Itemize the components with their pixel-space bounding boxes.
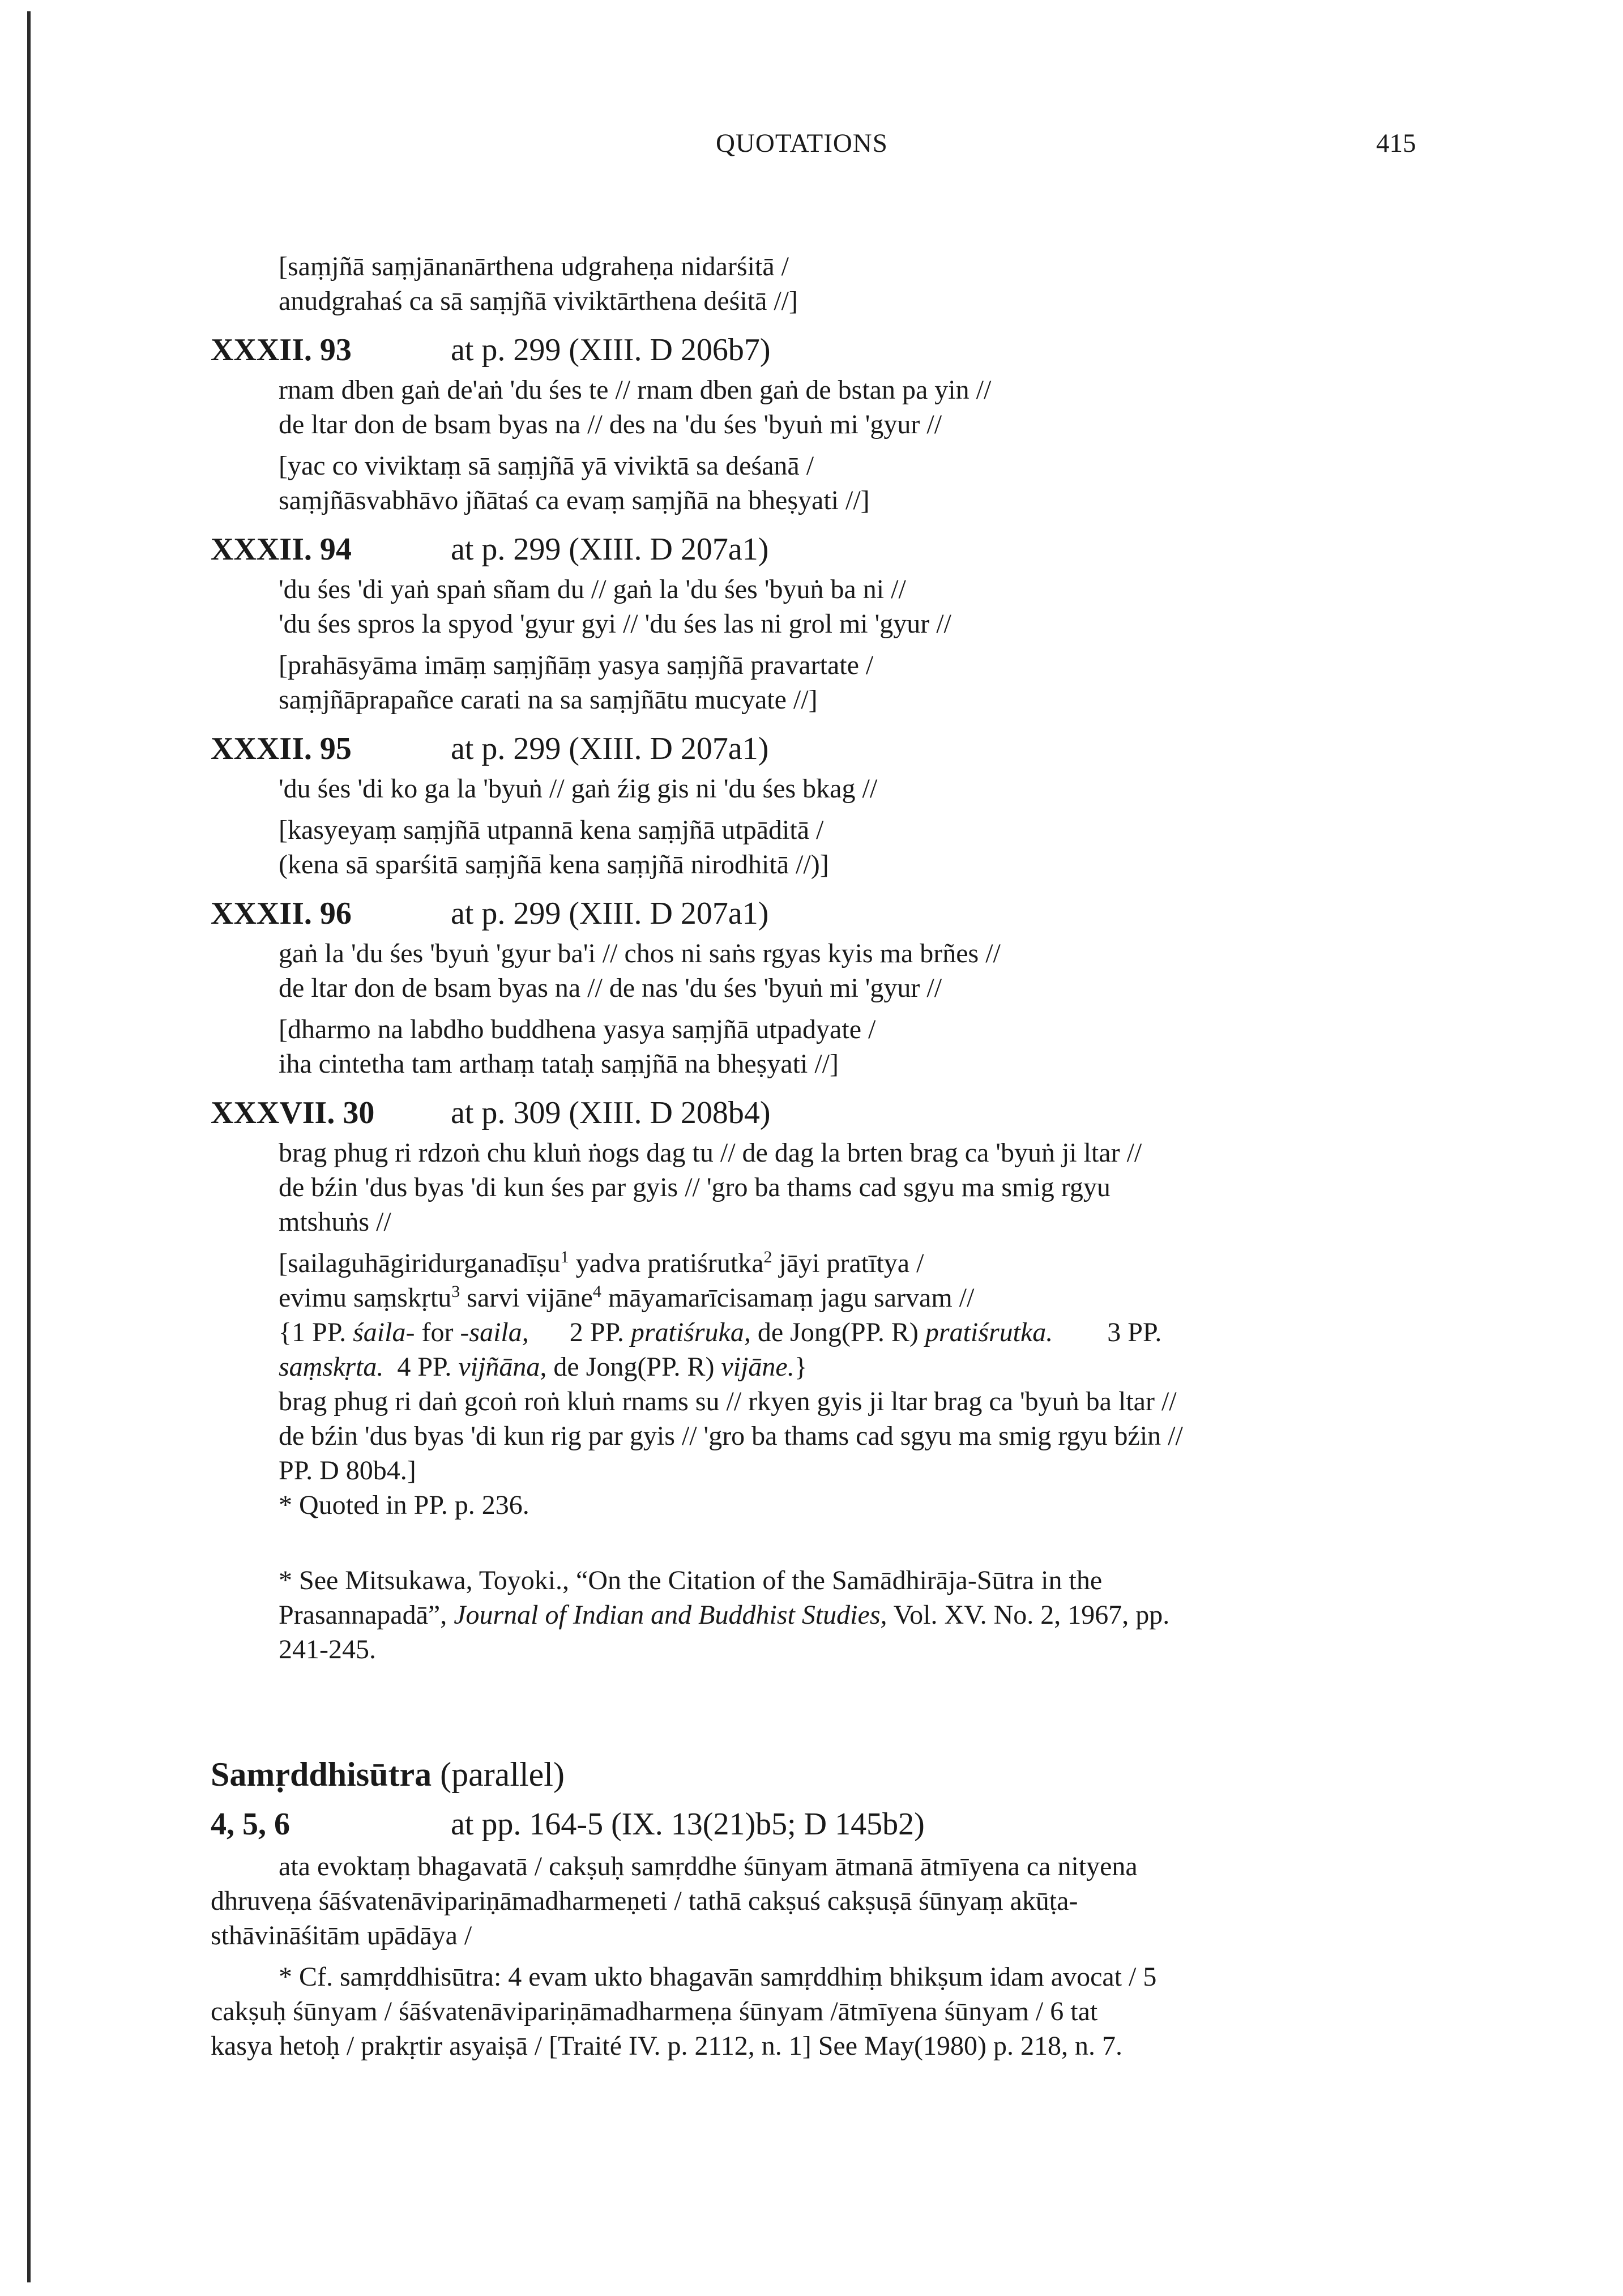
quotation-line: dhruveṇa śāśvatenāvipariṇāmadharmeṇeti / tathā cakṣuś cakṣuṣā śūnyaṃ akūṭa-: [211, 1886, 1078, 1916]
entry-ref: XXXII. 96: [211, 896, 352, 931]
entry-ref: XXXII. 93: [211, 332, 352, 368]
entry-heading: [211, 732, 1411, 771]
tibetan-line: de ltar don de bsam byas na // de nas 'du śes 'byuṅ mi 'gyur //: [279, 973, 942, 1003]
tibetan-line: brag phug ri rdzoṅ chu kluṅ ṅogs dag tu // de dag la brten brag ca 'byuṅ ji ltar //: [279, 1138, 1142, 1168]
entry-location: at p. 299 (XIII. D 207a1): [451, 731, 769, 766]
entry-location: at p. 299 (XIII. D 207a1): [451, 896, 769, 931]
cf-note: kasya hetoḥ / prakṛtir asyaiṣā / [Traité IV. p. 2112, n. 1] See May(1980) p. 218, n. 7.: [211, 2031, 1122, 2061]
tibetan-line: 'du śes spros la spyod 'gyur gyi // 'du śes las ni grol mi 'gyur //: [279, 609, 951, 639]
tibetan-line: 'du śes 'di yaṅ spaṅ sñam du // gaṅ la 'du śes 'byuṅ ba ni //: [279, 574, 906, 604]
entry-ref: XXXVII. 30: [211, 1095, 375, 1130]
sanskrit-line: [dharmo na labdho buddhena yasya saṃjñā utpadyate /: [279, 1014, 876, 1044]
tibetan-block: [211, 771, 1411, 882]
entry-heading: [211, 532, 1411, 572]
tibetan-line: rnam dben gaṅ de'aṅ 'du śes te // rnam dben gaṅ de bstan pa yin //: [279, 375, 992, 405]
entry-ref: XXXII. 94: [211, 532, 352, 567]
sanskrit-line: [sailaguhāgiridurganadīṣu$^1$ yadva pratiśrutka$^2$ jāyi pratītya /: [279, 1248, 924, 1278]
note-line: saṃskṛta. 4 PP. vijñāna, de Jong(PP. R) vijāne.}: [279, 1352, 808, 1382]
page-body: [211, 249, 1411, 2063]
entry-heading: [211, 1096, 1411, 1136]
note-line: {1 PP. śaila- for -saila, 2 PP. pratiśruka, de Jong(PP. R) pratiśrutka. 3 PP.: [279, 1317, 1162, 1347]
entry-location: at p. 299 (XIII. D 207a1): [451, 532, 769, 567]
running-title: QUOTATIONS: [716, 129, 888, 158]
tibetan-line: PP. D 80b4.]: [279, 1456, 416, 1486]
sanskrit-line: [kasyeyaṃ saṃjñā utpannā kena saṃjñā utpāditā /: [279, 815, 824, 845]
verse-line: anudgrahaś ca sā saṃjñā viviktārthena deśitā //]: [279, 286, 798, 316]
tibetan-line: mtshuṅs //: [279, 1207, 391, 1237]
entry-heading: [211, 333, 1411, 373]
reference-note: * See Mitsukawa, Toyoki., “On the Citation of the Samādhirāja-Sūtra in the: [279, 1565, 1103, 1595]
tibetan-line: de ltar don de bsam byas na // des na 'du śes 'byuṅ mi 'gyur //: [279, 409, 942, 439]
section-title: Samṛddhisūtra (parallel): [211, 1756, 565, 1793]
entry-heading: [211, 1807, 1411, 1849]
entry-location: at p. 309 (XIII. D 208b4): [451, 1095, 771, 1130]
tibetan-block: [211, 1136, 1411, 1667]
quotation-line: sthāvināśitām upādāya /: [211, 1921, 472, 1951]
cf-note: cakṣuḥ śūnyam / śāśvatenāvipariṇāmadharmeṇa śūnyam /ātmīyena śūnyam / 6 tat: [211, 1996, 1098, 2026]
tibetan-line: 'du śes 'di ko ga la 'byuṅ // gaṅ źig gis ni 'du śes bkag //: [279, 774, 878, 804]
sanskrit-line: [prahāsyāma imāṃ saṃjñāṃ yasya saṃjñā pravartate /: [279, 650, 874, 680]
tibetan-block: [211, 373, 1411, 518]
reference-note: Prasannapadā”, Journal of Indian and Buddhist Studies, Vol. XV. No. 2, 1967, pp.: [279, 1600, 1170, 1630]
sanskrit-line: saṃjñāprapañce carati na sa saṃjñātu mucyate //]: [279, 685, 818, 715]
cf-note: * Cf. samṛddhisūtra: 4 evam ukto bhagavān samṛddhiṃ bhikṣum idam avocat / 5: [279, 1962, 1157, 1992]
page-number: 415: [1376, 129, 1416, 158]
page-binding-edge: [27, 11, 31, 2282]
quoted-note: * Quoted in PP. p. 236.: [279, 1490, 529, 1520]
entry-location: at p. 299 (XIII. D 206b7): [451, 332, 771, 368]
sanskrit-line: [yac co viviktaṃ sā saṃjñā yā viviktā sa deśanā /: [279, 451, 814, 481]
tibetan-line: gaṅ la 'du śes 'byuṅ 'gyur ba'i // chos ni saṅs rgyas kyis ma brñes //: [279, 938, 1001, 968]
reference-note: 241-245.: [279, 1634, 376, 1665]
entry-ref: 4, 5, 6: [211, 1807, 290, 1842]
entry-location: at pp. 164-5 (IX. 13(21)b5; D 145b2): [451, 1807, 925, 1842]
verse-line: [saṃjñā saṃjānanārthena udgraheṇa nidarśitā /: [279, 251, 789, 281]
tibetan-line: de bźin 'dus byas 'di kun śes par gyis // 'gro ba thams cad sgyu ma smig rgyu: [279, 1172, 1111, 1202]
quotation-line: ata evoktaṃ bhagavatā / cakṣuḥ samṛddhe śūnyam ātmanā ātmīyena ca nityena: [279, 1851, 1138, 1881]
entry-ref: XXXII. 95: [211, 731, 352, 766]
sanskrit-line: (kena sā sparśitā saṃjñā kena saṃjñā nirodhitā //)]: [279, 850, 829, 880]
sanskrit-line: evimu saṃskṛtu$^3$ sarvi vijāne$^4$ māyamarīcisamaṃ jagu sarvam //: [279, 1282, 975, 1313]
tibetan-block: [211, 936, 1411, 1081]
verse-block: [211, 249, 1411, 318]
tibetan-block: [211, 572, 1411, 717]
sanskrit-line: iha cintetha tam arthaṃ tataḥ saṃjñā na bheṣyati //]: [279, 1049, 839, 1079]
sanskrit-line: saṃjñāsvabhāvo jñātaś ca evaṃ saṃjñā na bheṣyati //]: [279, 485, 870, 515]
tibetan-line: de bźin 'dus byas 'di kun rig par gyis // 'gro ba thams cad sgyu ma smig rgyu bźin //: [279, 1421, 1183, 1451]
tibetan-line: brag phug ri daṅ gcoṅ roṅ kluṅ rnams su // rkyen gyis ji ltar brag ca 'byuṅ ba ltar //: [279, 1386, 1177, 1416]
quotation-block: [211, 1849, 1411, 2063]
running-header: [0, 128, 1623, 162]
entry-heading: [211, 897, 1411, 936]
